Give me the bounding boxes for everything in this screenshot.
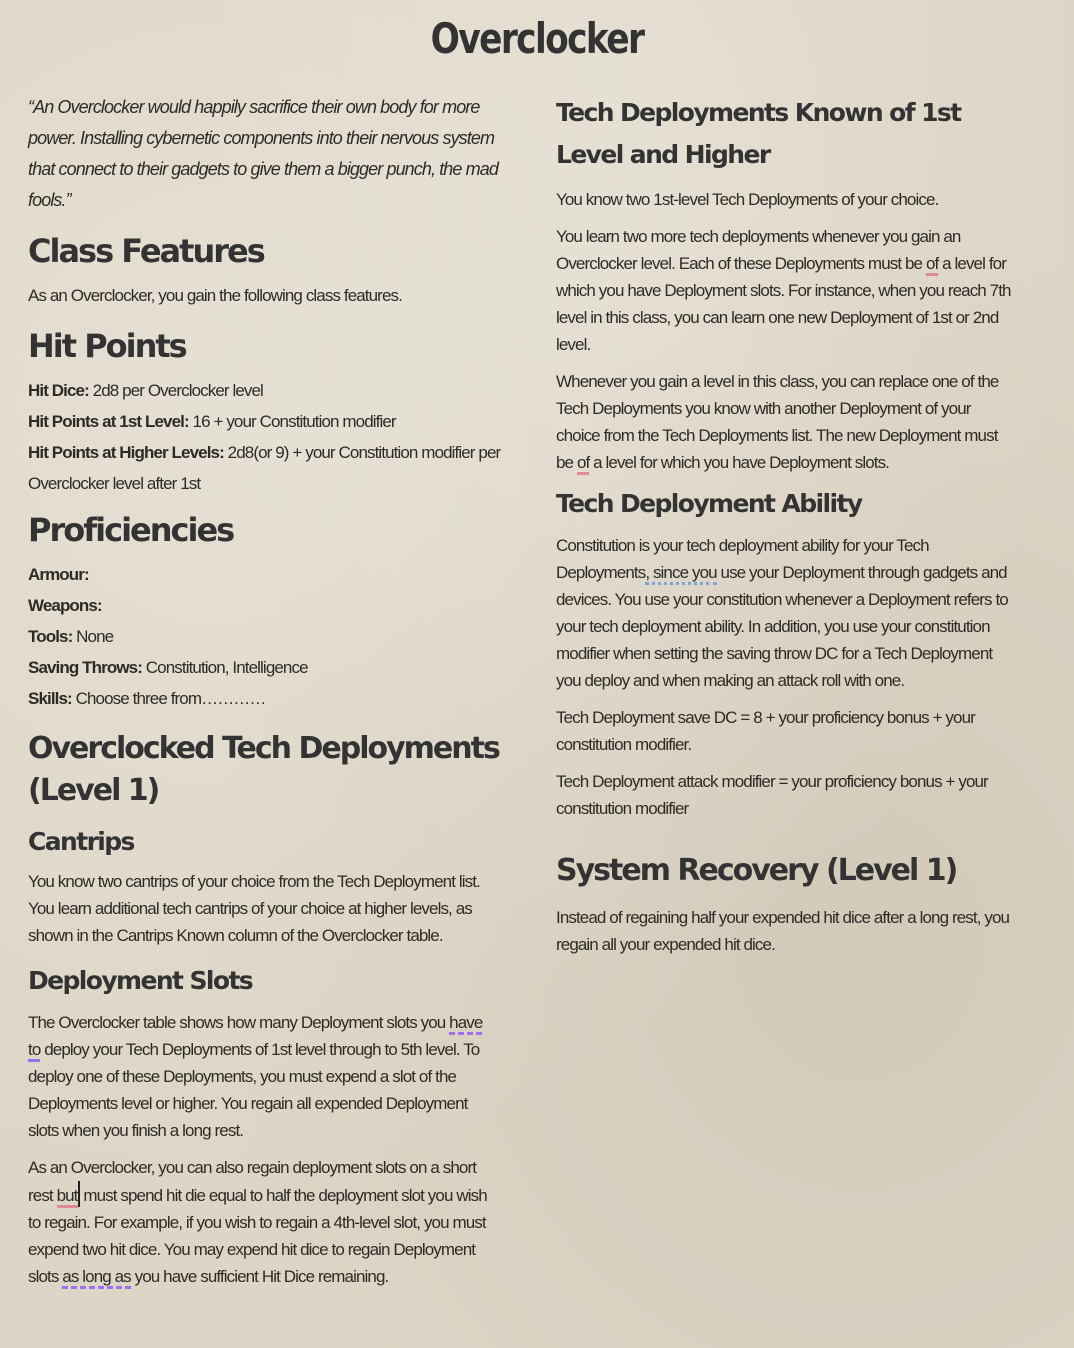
cantrips-heading: Cantrips bbox=[28, 827, 134, 856]
hp-first-level-value: 16 + your Constitution modifier bbox=[188, 412, 396, 431]
tech-known-p3c: a level for which you have Deployment slots. bbox=[589, 453, 889, 472]
style-suggestion-since-you[interactable]: , since you bbox=[645, 563, 716, 585]
spelling-suggestion-of-2[interactable]: of bbox=[577, 453, 589, 475]
tools-row bbox=[28, 621, 520, 652]
tech-known-p1: You know two 1st-level Tech Deployments of your choice. bbox=[556, 190, 939, 209]
weapons-label: Weapons: bbox=[28, 596, 102, 615]
grammar-suggestion-as-long-as[interactable]: as long as bbox=[62, 1267, 131, 1289]
deployment-slots-text-2 bbox=[28, 1154, 490, 1290]
saving-throws-value: Constitution, Intelligence bbox=[141, 658, 308, 677]
slots-text-2a: As an Overclocker, you can also regain deployment slots on a short rest bbox=[28, 1158, 477, 1205]
hit-dice-row bbox=[28, 375, 520, 406]
skills-value: Choose three from………… bbox=[71, 689, 266, 708]
deployment-slots-heading: Deployment Slots bbox=[28, 966, 253, 995]
slots-text-2c: must spend hit die equal to half the deployment slot you wish to regain. For example, if you wish to regain a 4th-level slot, you must expend two hit dice. You may expend hit dice to regain Deployment slots bbox=[28, 1186, 487, 1286]
grammar-suggestion-have-to[interactable]: have to bbox=[28, 1013, 482, 1062]
skills-row bbox=[28, 683, 520, 714]
tech-ability-attack-mod: Tech Deployment attack modifier = your proficiency bonus + your constitution modifier bbox=[556, 772, 988, 818]
hp-first-level-row bbox=[28, 406, 520, 437]
right-column bbox=[556, 92, 1018, 958]
cantrips-text: You know two cantrips of your choice from the Tech Deployment list. You learn additional tech cantrips of your choice at higher levels, as shown in the Cantrips Known column of the Overclocker table. bbox=[28, 872, 480, 945]
armour-row bbox=[28, 559, 520, 590]
tech-known-p3a: Whenever you gain a level in this class, you can replace one of the Tech Deployments you know with another Deployment of your choice from the Tech Deployments list. The new Deployment must be bbox=[556, 372, 999, 472]
hp-higher-levels-label: Hit Points at Higher Levels: bbox=[28, 443, 224, 462]
system-recovery-text: Instead of regaining half your expended hit dice after a long rest, you regain all your expended hit dice. bbox=[556, 908, 1010, 954]
slots-text-1a: The Overclocker table shows how many Deployment slots you bbox=[28, 1013, 450, 1032]
hp-higher-levels-value: 2d8(or 9) + your Constitution modifier per Overclocker level after 1st bbox=[28, 443, 501, 493]
saving-throws-label: Saving Throws: bbox=[28, 658, 142, 677]
spelling-suggestion-of-1[interactable]: of bbox=[926, 254, 938, 276]
left-column bbox=[28, 92, 520, 1290]
hit-dice-label: Hit Dice: bbox=[28, 381, 89, 400]
tools-label: Tools: bbox=[28, 627, 73, 646]
deployment-slots-text-1 bbox=[28, 1009, 490, 1144]
tech-known-p2c: a level for which you have Deployment slots. For instance, when you reach 7th level in this class, you can learn one new Deployment of 1st or 2nd level. bbox=[556, 254, 1011, 354]
tech-ability-p1c: use your Deployment through gadgets and devices. You use your constitution whenever a Deployment refers to your tech deployment ability. In addition, you use your constitution modifier when setting the saving throw DC for a Tech Deployment you deploy and when making an attack roll with one. bbox=[556, 563, 1008, 690]
tools-value: None bbox=[72, 627, 114, 646]
tech-ability-p1a: Constitution is your tech deployment ability for your Tech Deployments bbox=[556, 536, 929, 582]
tech-known-p2a: You learn two more tech deployments whenever you gain an Overclocker level. Each of these Deployments must be bbox=[556, 227, 961, 273]
hit-dice-value: 2d8 per Overclocker level bbox=[88, 381, 263, 400]
hp-first-level-label: Hit Points at 1st Level: bbox=[28, 412, 189, 431]
class-quote: “An Overclocker would happily sacrifice their own body for more power. Installing cybernetic components into their nervous system that connect to their gadgets to give them a bigger punch, the mad fools.” bbox=[28, 97, 498, 210]
spelling-suggestion-but[interactable]: but bbox=[57, 1186, 78, 1208]
skills-label: Skills: bbox=[28, 689, 72, 708]
tech-known-heading: Tech Deployments Known of 1st Level and Higher bbox=[556, 98, 961, 169]
class-features-intro: As an Overclocker, you gain the following class features. bbox=[28, 286, 402, 305]
hit-points-heading: Hit Points bbox=[28, 327, 186, 365]
tech-ability-heading: Tech Deployment Ability bbox=[556, 489, 862, 518]
slots-text-1c: deploy your Tech Deployments of 1st level through to 5th level. To deploy one of these Deployments, you must expend a slot of the Deployments level or higher. You regain all expended Deployment slots when you finish a long rest. bbox=[28, 1040, 480, 1140]
armour-label: Armour: bbox=[28, 565, 89, 584]
hp-higher-levels-row bbox=[28, 437, 520, 499]
overclocked-heading: Overclocked Tech Deployments (Level 1) bbox=[28, 731, 499, 808]
weapons-row bbox=[28, 590, 520, 621]
system-recovery-heading: System Recovery (Level 1) bbox=[556, 853, 957, 888]
page-title: Overclocker bbox=[430, 14, 644, 63]
tech-ability-p1 bbox=[556, 532, 1018, 694]
tech-known-p2 bbox=[556, 223, 1018, 358]
tech-ability-save-dc: Tech Deployment save DC = 8 + your proficiency bonus + your constitution modifier. bbox=[556, 708, 975, 754]
class-features-heading: Class Features bbox=[28, 232, 264, 270]
tech-known-p3 bbox=[556, 368, 1018, 476]
slots-text-2e: you have sufficient Hit Dice remaining. bbox=[130, 1267, 389, 1286]
proficiencies-heading: Proficiencies bbox=[28, 511, 234, 549]
saving-throws-row bbox=[28, 652, 520, 683]
